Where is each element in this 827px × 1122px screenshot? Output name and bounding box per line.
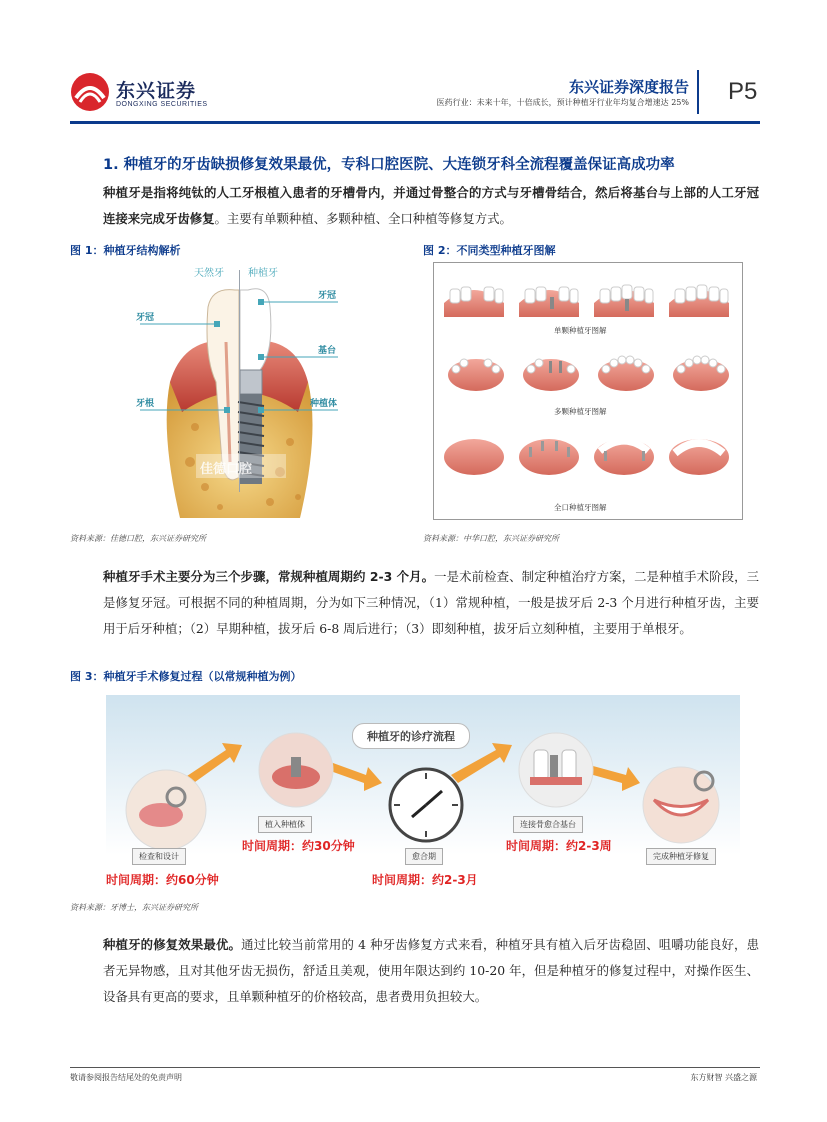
watermark-logo: 佳德口腔 <box>200 462 253 477</box>
figure-1-title: 图 1：种植牙结构解析 <box>70 244 181 257</box>
implant-placement-step-icon <box>259 733 333 807</box>
multiple-implant-row <box>448 356 729 391</box>
abutment-connection-step-icon <box>519 733 593 807</box>
label-fixture: 种植体 <box>310 399 338 409</box>
time-abutment-connection: 时间周期：约2-3周 <box>506 839 612 853</box>
step-completion: 完成种植牙修复 <box>646 848 716 865</box>
figure-3-title: 图 3：种植牙手术修复过程（以常规种植为例） <box>70 670 302 683</box>
label-crown-right: 牙冠 <box>318 291 337 301</box>
paragraph-3 <box>103 932 759 1010</box>
paragraph-1-lead: 种植牙是指将纯钛的人工牙根植入患者的牙槽骨内，并通过骨整合的方式与牙槽骨结合，然后将基台与上部的人工牙冠连接来完成牙齿修复 <box>103 185 759 226</box>
section-heading: 1. 种植牙的牙齿缺损修复效果最优，专科口腔医院、大连锁牙科全流程覆盖保证高成功率 <box>103 157 675 173</box>
time-implant-placement: 时间周期：约30分钟 <box>242 839 355 853</box>
paragraph-2 <box>103 564 759 642</box>
step-abutment-connection: 连接骨愈合基台 <box>513 816 583 833</box>
time-exam-design: 时间周期：约60分钟 <box>106 873 219 887</box>
step-exam-design: 检查和设计 <box>132 848 186 865</box>
single-implant-row <box>444 285 729 317</box>
time-healing: 时间周期：约2-3月 <box>372 873 478 887</box>
footer-slogan: 东方财智 兴盛之源 <box>690 1073 757 1082</box>
process-banner: 种植牙的诊疗流程 <box>352 723 470 749</box>
header-divider <box>697 70 699 114</box>
step-healing: 愈合期 <box>405 848 443 865</box>
paragraph-1 <box>103 180 759 232</box>
exam-step-icon <box>126 770 206 850</box>
clock-healing-icon <box>390 769 462 841</box>
completed-smile-icon <box>643 767 719 843</box>
company-name-en: DONGXING SECURITIES <box>116 101 208 108</box>
page-number: P5 <box>728 78 758 105</box>
header-rule <box>70 121 760 124</box>
figure-1-implant-structure <box>130 262 348 518</box>
caption-full-mouth-implant: 全口种植牙图解 <box>554 503 607 512</box>
caption-single-implant: 单颗种植牙图解 <box>554 326 607 335</box>
figure-1-source: 资料来源：佳德口腔，东兴证券研究所 <box>70 534 206 543</box>
tooth-structure-illustration <box>130 262 348 518</box>
figure-2-source: 资料来源：中华口腔，东兴证券研究所 <box>423 534 559 543</box>
full-mouth-implant-row <box>444 439 729 475</box>
report-title: 东兴证券深度报告 <box>568 78 689 96</box>
label-implant-tooth: 种植牙 <box>248 268 278 279</box>
paragraph-3-lead: 种植牙的修复效果最优。 <box>103 937 242 952</box>
report-subtitle: 医药行业：未来十年，十倍成长，预计种植牙行业年均复合增速达 25% <box>436 98 689 107</box>
implant-types-illustration <box>434 263 744 521</box>
company-name-cn: 东兴证券 <box>116 80 197 102</box>
paragraph-3-body: 通过比较当前常用的 4 种牙齿修复方式来看，种植牙具有植入后牙齿稳固、咀嚼功能良好，患者无异物感，且对其他牙齿无损伤，舒适且美观，使用年限达到约 10-20 年，但是种植牙的修复过程中，对操作医生、设备具有更高的要求，且单颗种植牙的价格较高，患者费用负担较大。 <box>103 937 760 1004</box>
figure-3-treatment-process <box>106 695 740 895</box>
paragraph-2-body: 一是术前检查、制定种植治疗方案，二是种植手术阶段，三是修复牙冠。可根据不同的种植周期，分为如下三种情况，（1）常规种植，一般是拔牙后 2-3 个月进行种植牙齿，主要用于后牙种植；（2）早期种植，拔牙后 6-8 周后进行；（3）即刻种植，拔牙后立刻种植，主要用于单根牙。 <box>103 569 760 636</box>
figure-2-implant-types <box>433 262 743 520</box>
label-root: 牙根 <box>136 399 155 409</box>
paragraph-1-body: 。主要有单颗种植、多颗种植、全口种植等修复方式。 <box>214 211 512 226</box>
label-natural-tooth: 天然牙 <box>194 268 224 279</box>
label-crown-left: 牙冠 <box>136 313 155 323</box>
footer-rule <box>70 1067 760 1068</box>
dongxing-logo-icon <box>70 72 110 112</box>
paragraph-2-lead: 种植牙手术主要分为三个步骤，常规种植周期约 2-3 个月。 <box>103 569 435 584</box>
label-abutment: 基台 <box>318 346 337 356</box>
caption-multiple-implant: 多颗种植牙图解 <box>554 407 607 416</box>
step-implant-placement: 植入种植体 <box>258 816 312 833</box>
figure-2-title: 图 2：不同类型种植牙图解 <box>423 244 556 257</box>
figure-3-source: 资料来源：牙博士，东兴证券研究所 <box>70 903 198 912</box>
footer-disclaimer: 敬请参阅报告结尾处的免责声明 <box>70 1073 182 1082</box>
